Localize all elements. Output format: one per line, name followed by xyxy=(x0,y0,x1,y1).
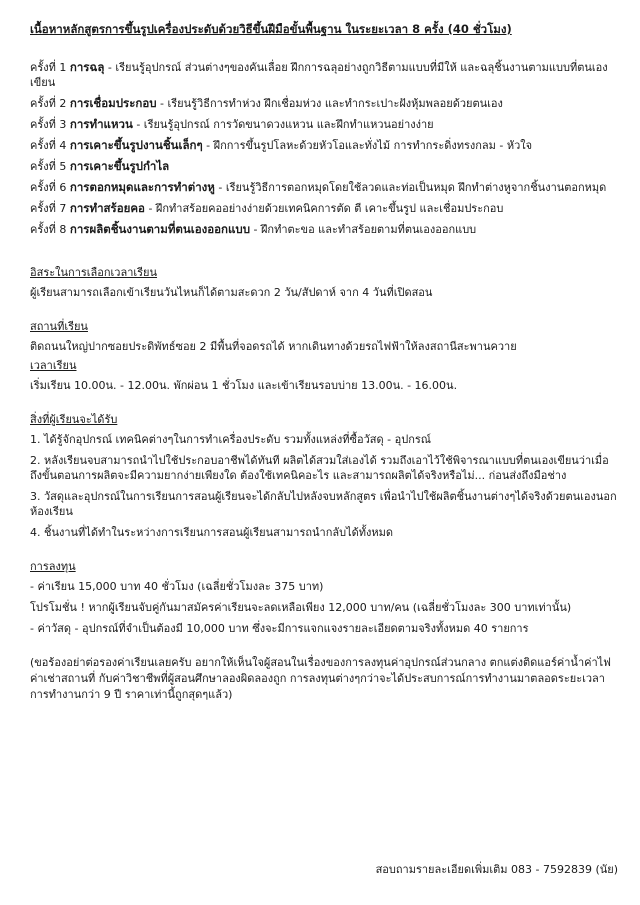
section-heading: สิ่งที่ผู้เรียนจะได้รับ xyxy=(30,413,118,426)
lesson-item xyxy=(30,96,620,111)
lesson-description: - ฝึกการขึ้นรูปโลหะด้วยหัวโอและทั่งไม้ การทำกระดิ่งทรงกลม - หัวใจ xyxy=(202,139,533,152)
lesson-description: - เรียนรู้วิธีการทำห่วง ฝึกเชื่อมห่วง และทำกระเปาะฝังหุ้มพลอยด้วยตนเอง xyxy=(156,97,503,110)
investment-line: - ค่าเรียน 15,000 บาท 40 ชั่วโมง (เฉลี่ยชั่วโมงละ 375 บาท) xyxy=(30,580,324,593)
lesson-number: ครั้งที่ 1 xyxy=(30,61,67,74)
section-text: เริ่มเรียน 10.00น. - 12.00น. พักผ่อน 1 ชั่วโมง และเข้าเรียนรอบบ่าย 13.00น. - 16.00น. xyxy=(30,379,458,392)
lesson-number: ครั้งที่ 6 xyxy=(30,181,67,194)
contact-line: สอบถามรายละเอียดเพิ่มเติม 083 - 7592839 (นัย) xyxy=(375,863,618,876)
course-title: เนื้อหาหลักสูตรการขึ้นรูปเครื่องประดับด้วยวิธีขึ้นฝีมือขั้นพื้นฐาน ในระยะเวลา 8 ครั้ง (40 ชั่วโมง) xyxy=(30,22,512,36)
lesson-list xyxy=(30,60,620,237)
benefits-section xyxy=(30,412,620,540)
lesson-number: ครั้งที่ 5 xyxy=(30,160,67,173)
lesson-number: ครั้งที่ 8 xyxy=(30,223,67,236)
benefit-item: 4. ชิ้นงานที่ได้ทำในระหว่างการเรียนการสอนผู้เรียนสามารถนำกลับได้ทั้งหมด xyxy=(30,526,394,539)
lesson-item xyxy=(30,201,620,216)
lesson-name: การเคาะขึ้นรูปกำไล xyxy=(69,159,170,173)
lesson-number: ครั้งที่ 2 xyxy=(30,97,67,110)
price-note: (ขอร้องอย่าต่อรองค่าเรียนเลยครับ อยากให้เห็นใจผู้สอนในเรื่องของการลงทุนค่าอุปกรณ์ส่วนกลาง ตกแต่งติดแอร์ค่าน้ำค่าไฟ ค่าเช่าสถานที่ กับค่าวิชาชีพที่ผู้สอนศึกษาลองผิดลองถูก การลงทุนต่างๆกว่าจะได้ประสบการณ์การทำงานมาตลอดระยะเวลาการทำงานกว่า 9 ปี ราคาเท่านี้ถูกสุดๆแล้ว) xyxy=(30,656,611,701)
course-document xyxy=(30,22,620,707)
lesson-number: ครั้งที่ 3 xyxy=(30,118,67,131)
lesson-name: การเคาะขึ้นรูปงานชิ้นเล็กๆ xyxy=(69,138,203,152)
section-heading: สถานที่เรียน xyxy=(30,320,88,333)
location-time-section xyxy=(30,319,620,393)
investment-section xyxy=(30,559,620,636)
lesson-name: การฉลุ xyxy=(69,60,105,74)
investment-line: โปรโมชั่น ! หากผู้เรียนจับคู่กันมาสมัครค่าเรียนจะลดเหลือเพียง 12,000 บาท/คน (เฉลี่ยชั่วโมงละ 300 บาทเท่านั้น) xyxy=(30,601,572,614)
lesson-name: การผลิตชิ้นงานตามที่ตนเองออกแบบ xyxy=(69,222,250,236)
benefit-item: 3. วัสดุและอุปกรณ์ในการเรียนการสอนผู้เรียนจะได้กลับไปหลังจบหลักสูตร เพื่อนำไปใช้ผลิตชิ้นงานต่างๆได้จริงด้วยตนเองนอกห้องเรียน xyxy=(30,490,617,518)
lesson-item xyxy=(30,222,620,237)
lesson-number: ครั้งที่ 4 xyxy=(30,139,67,152)
benefit-item: 1. ได้รู้จักอุปกรณ์ เทคนิคต่างๆในการทำเครื่องประดับ รวมทั้งแหล่งที่ซื้อวัสดุ - อุปกรณ์ xyxy=(30,433,431,446)
lesson-description: - เรียนรู้วิธีการตอกหมุดโดยใช้ลวดและท่อเป็นหมุด ฝึกทำต่างหูจากชิ้นงานตอกหมุด xyxy=(214,181,607,194)
lesson-number: ครั้งที่ 7 xyxy=(30,202,67,215)
lesson-item xyxy=(30,117,620,132)
section-text: ติดถนนใหญ่ปากซอยประดิพัทธ์ซอย 2 มีพื้นที่จอดรถได้ หากเดินทางด้วยรถไฟฟ้าให้ลงสถานีสะพานควาย xyxy=(30,340,517,353)
lesson-description: - เรียนรู้อุปกรณ์ การวัดขนาดวงแหวน และฝึกทำแหวนอย่างง่าย xyxy=(132,118,434,131)
lesson-item xyxy=(30,138,620,153)
section-text: ผู้เรียนสามารถเลือกเข้าเรียนวันไหนก็ได้ตามสะดวก 2 วัน/สัปดาห์ จาก 4 วันที่เปิดสอน xyxy=(30,286,433,299)
investment-line: - ค่าวัสดุ - อุปกรณ์ที่จำเป็นต้องมี 10,000 บาท ซึ่งจะมีการแจกแจงรายละเอียดตามจริงทั้งหมด 40 รายการ xyxy=(30,622,529,635)
lesson-description: - เรียนรู้อุปกรณ์ ส่วนต่างๆของคันเลื่อย ฝึกการฉลุอย่างถูกวิธีตามแบบที่มีให้ และฉลุชิ้นงานตามแบบที่ตนเองเขียน xyxy=(30,61,608,89)
lesson-description: - ฝึกทำสร้อยคออย่างง่ายด้วยเทคนิคการตัด ตี เคาะขึ้นรูป และเชื่อมประกอบ xyxy=(144,202,504,215)
lesson-name: การทำสร้อยคอ xyxy=(69,201,145,215)
lesson-name: การตอกหมุดและการทำต่างหู xyxy=(69,180,215,194)
lesson-name: การทำแหวน xyxy=(69,117,133,131)
section-heading: เวลาเรียน xyxy=(30,359,77,372)
lesson-name: การเชื่อมประกอบ xyxy=(69,96,157,110)
section-heading: การลงทุน xyxy=(30,560,76,573)
benefit-item: 2. หลังเรียนจบสามารถนำไปใช้ประกอบอาชีพได้ทันที ผลิตได้สวมใส่เองได้ รวมถึงเอาไว้ใช้พิจารณาแบบที่ตนเองเขียนว่าเมื่อถึงขั้นตอนการผลิตจะมีความยากง่ายเพียงใด ต้องใช้เทคนิคอะไร และสามารถผลิตได้จริงหรือไม่... ก่อนส่งถึงมือช่าง xyxy=(30,454,609,482)
section-heading: อิสระในการเลือกเวลาเรียน xyxy=(30,266,158,279)
lesson-item xyxy=(30,180,620,195)
schedule-freedom-section xyxy=(30,265,620,300)
lesson-description: - ฝึกทำตะขอ และทำสร้อยตามที่ตนเองออกแบบ xyxy=(250,223,477,236)
lesson-item xyxy=(30,60,620,90)
lesson-item xyxy=(30,159,620,174)
